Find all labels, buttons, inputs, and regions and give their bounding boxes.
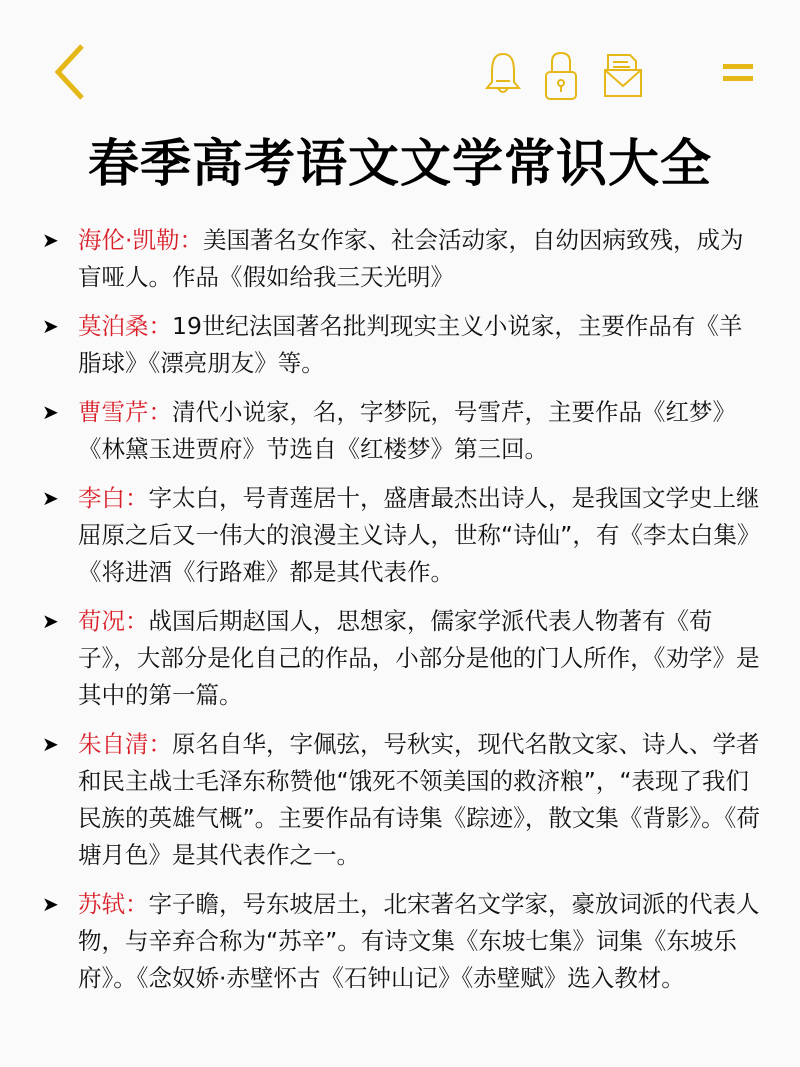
bell-icon[interactable] bbox=[483, 50, 523, 98]
author-name: 朱自清： bbox=[78, 730, 172, 758]
list-item bbox=[40, 308, 765, 382]
list-item bbox=[40, 886, 765, 997]
arrow-bullet-icon: ➤ bbox=[42, 400, 59, 424]
list-item bbox=[40, 222, 765, 296]
author-description: 清代小说家，名，字梦阮，号雪芹，主要作品《红梦》《林黛玉进贾府》节选自《红楼梦》第三回。 bbox=[78, 398, 736, 463]
author-description: 字太白，号青莲居十，盛唐最杰出诗人，是我国文学史上继屈原之后又一伟大的浪漫主义诗人，世称“诗仙”，有《李太白集》《将进酒《行路难》都是其代表作。 bbox=[78, 484, 761, 586]
author-description: 原名自华，字佩弦，号秋实，现代名散文家、诗人、学者和民主战士毛泽东称赞他“饿死不领美国的救济粮”，“表现了我们民族的英雄气概”。主要作品有诗集《踪迹》，散文集《背影》。《荷塘月色》是其代表作之一。 bbox=[78, 730, 760, 869]
top-bar bbox=[0, 40, 800, 110]
arrow-bullet-icon: ➤ bbox=[42, 732, 59, 756]
back-chevron-icon[interactable] bbox=[52, 44, 88, 100]
list-item bbox=[40, 726, 765, 874]
menu-icon[interactable] bbox=[723, 62, 753, 84]
page-title: 春季高考语文文学常识大全 bbox=[87, 135, 712, 194]
author-description: 战国后期赵国人，思想家，儒家学派代表人物著有《荀子》，大部分是化自己的作品，小部分是他的门人所作，《劝学》是其中的第一篇。 bbox=[78, 607, 760, 709]
author-description: 字子瞻，号东坡居土，北宋著名文学家，豪放词派的代表人物，与辛弃合称为“苏辛”。有诗文集《东坡七集》词集《东坡乐府》。《念奴娇·赤壁怀古《石钟山记》《赤壁赋》选入教材。 bbox=[78, 890, 760, 992]
author-name: 海伦·凯勒： bbox=[78, 226, 203, 254]
arrow-bullet-icon: ➤ bbox=[42, 609, 59, 633]
author-name: 曹雪芹： bbox=[78, 398, 172, 426]
arrow-bullet-icon: ➤ bbox=[42, 314, 59, 338]
lock-icon[interactable] bbox=[543, 50, 579, 102]
literature-list bbox=[40, 222, 765, 1009]
author-name: 苏轼： bbox=[78, 890, 149, 918]
author-description: 19世纪法国著名批判现实主义小说家，主要作品有《羊脂球》《漂亮朋友》等。 bbox=[78, 312, 743, 377]
author-description: 美国著名女作家、社会活动家，自幼因病致残，成为盲哑人。作品《假如给我三天光明》 bbox=[78, 226, 744, 291]
author-name: 李白： bbox=[78, 484, 149, 512]
arrow-bullet-icon: ➤ bbox=[42, 228, 59, 252]
author-name: 莫泊桑： bbox=[78, 312, 172, 340]
list-item bbox=[40, 603, 765, 714]
list-item bbox=[40, 480, 765, 591]
mail-icon[interactable] bbox=[602, 52, 644, 100]
list-item bbox=[40, 394, 765, 468]
arrow-bullet-icon: ➤ bbox=[42, 486, 59, 510]
arrow-bullet-icon: ➤ bbox=[42, 892, 59, 916]
author-name: 荀况： bbox=[78, 607, 149, 635]
